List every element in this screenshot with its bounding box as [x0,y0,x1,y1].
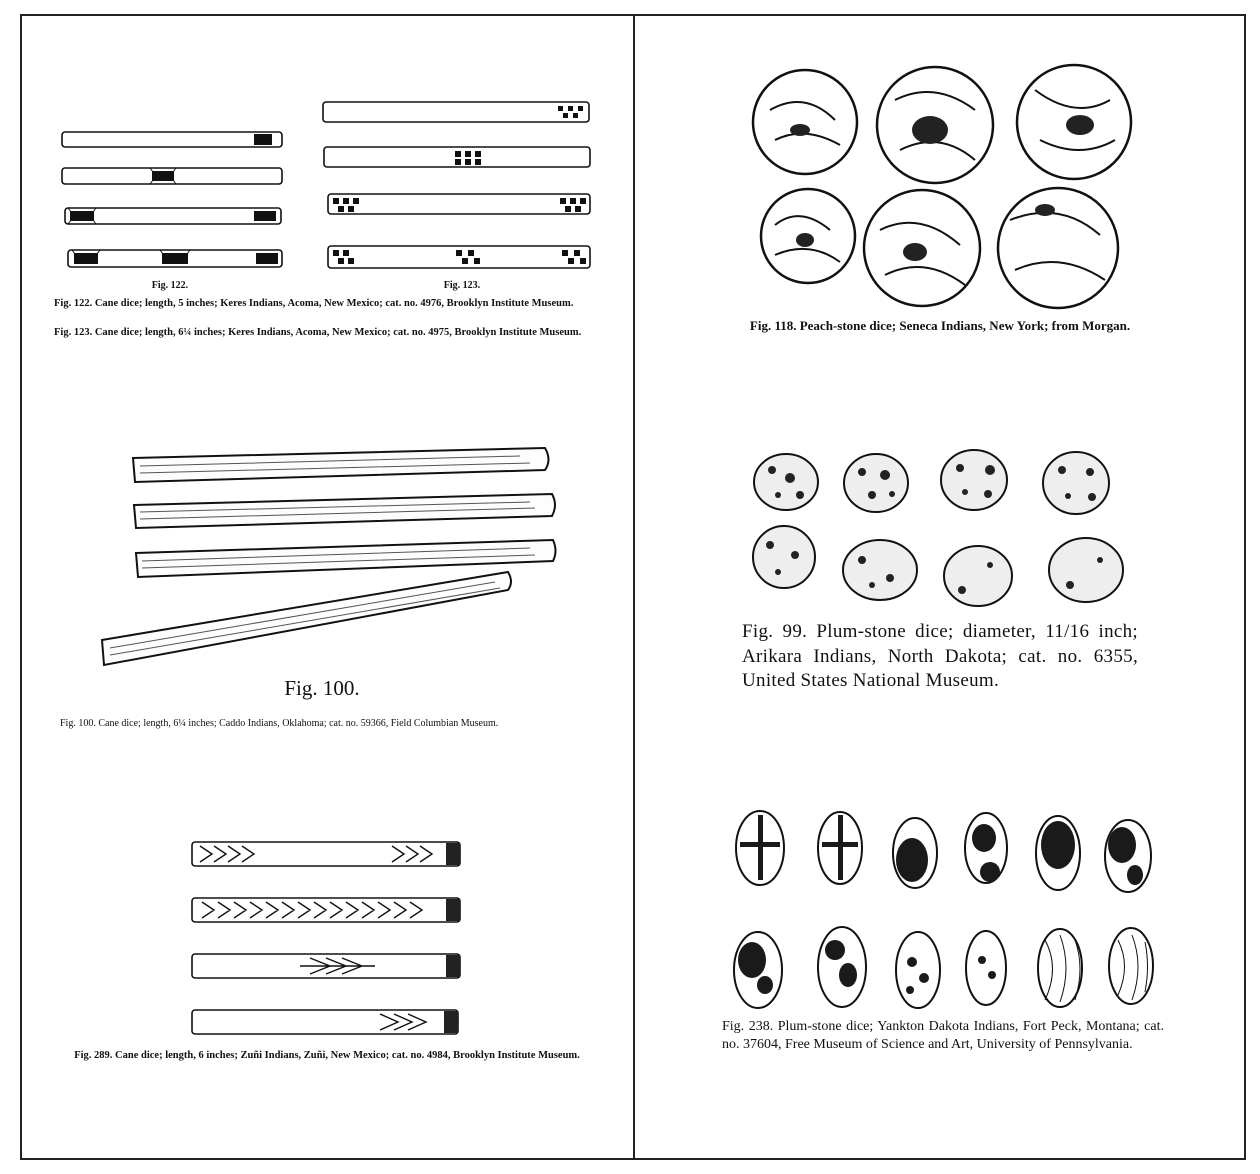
fig-100-caption: Fig. 100. Cane dice; length, 6¼ inches; Caddo Indians, Oklahoma; cat. no. 59366, Field Columbian Museum. [60,718,499,729]
fig-238-caption: Fig. 238. Plum-stone dice; Yankton Dakota Indians, Fort Peck, Montana; cat. no. 37604, Free Museum of Science and Art, University of Pennsylvania. [722,1019,1164,1053]
fig-289-caption: Fig. 289. Cane dice; length, 6 inches; Zuñi Indians, Zuñi, New Mexico; cat. no. 4984, Brooklyn Institute Museum. [74,1050,580,1061]
fig-123-label: Fig. 123. [443,280,481,291]
fig-122-label: Fig. 122. [151,280,189,291]
plum-stone [896,932,940,1008]
fig-118-caption: Fig. 118. Peach-stone dice; Seneca Indians, New York; from Morgan. [749,318,1131,333]
fig-100-label: Fig. 100. [284,676,360,700]
plum-stone [1109,928,1153,1004]
fig-99-caption: Fig. 99. Plum-stone dice; diameter, 11/16 inch; Arikara Indians, North Dakota; cat. no. 6355, United States National Museum. [742,621,1138,692]
fig-123-caption: Fig. 123. Cane dice; length, 6¼ inches; Keres Indians, Acoma, New Mexico; cat. no. 4975, Brooklyn Institute Museum. [54,327,582,338]
fig-122-caption: Fig. 122. Cane dice; length, 5 inches; Keres Indians, Acoma, New Mexico; cat. no. 4976, Brooklyn Institute Museum. [54,298,574,309]
plum-stone [966,931,1006,1005]
